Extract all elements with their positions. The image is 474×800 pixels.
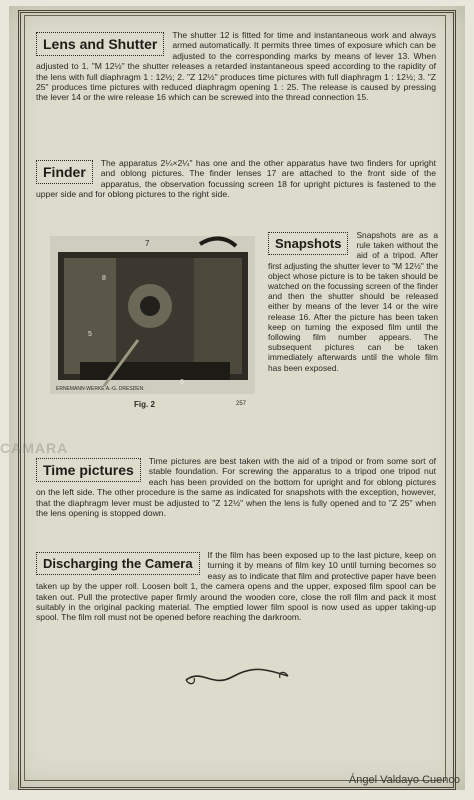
- section-figure-snapshots: [36, 230, 436, 448]
- time-pictures-heading: Time pictures: [36, 458, 141, 482]
- svg-text:7: 7: [145, 239, 150, 248]
- flourish-ornament: [182, 666, 292, 688]
- section-lens-shutter: [36, 30, 436, 154]
- finder-text: The apparatus 2¼×2¼" has one and the other apparatus have two finders for upright and oblong pictures. The finder lenses 17 are attached to the front side of the apparatus, the observation focussing screen 18 for upright pictures is fastened to the upper side and for oblong pictures to the right side.: [36, 158, 436, 200]
- snapshots-heading: Snapshots: [268, 232, 348, 255]
- discharging-text: If the film has been exposed up to the last picture, keep on turning it by means of film key 10 until turning becomes so easy as to indicate that film and protective paper have been taken up by the upper roll. Loosen bolt 1, the camera opens and the upper, exposed film spool can be taken out. Pull the protective paper firmly around the wooden core, close the roll film and pack it most suitably in the original packing material. The emptied lower film spool is now used as upper taking-up spool. The film roll must not be opened before reaching the darkroom.: [36, 550, 436, 623]
- photo-credit: Ángel Valdayo Cuenco: [348, 774, 460, 786]
- section-discharging: [36, 550, 436, 650]
- manual-content: [36, 30, 436, 650]
- figure-maker-text: ERNEMANN-WERKE A.-G. DRESDEN.: [56, 386, 145, 392]
- figure-plate-number: 257: [236, 401, 247, 407]
- time-pictures-text: Time pictures are best taken with the aid of a tripod or from some sort of stable foundation. For screwing the apparatus to a tripod one tripod nut each has been provided on the bottom for upright and for oblong pictures on the left side. The other procedure is the same as indicated for snapshots with the exception, however, that the diaphragm lever must be adjusted to "Z 12½" when the lens is fully opened and to "Z 25" when the lens opening is stopped down.: [36, 456, 436, 519]
- discharging-heading: Discharging the Camera: [36, 552, 200, 575]
- section-time-pictures: [36, 456, 436, 542]
- section-finder: [36, 158, 436, 228]
- svg-text:8: 8: [102, 275, 106, 282]
- svg-text:5: 5: [88, 331, 92, 338]
- lens-shutter-text: The shutter 12 is fitted for time and instantaneous work and always armed automatically. It permits three times of exposure which can be adjusted to the corresponding marks by means of lever 13. When adjusted to 1. "M 12½" the shutter releases a retarded instantaneous speed according to the rapidity of the lens with full diaphragm 1 : 12½; 2. "Z 12½" produces time pictures with full diaphragm 1 : 12½; 3. "Z 25" produces time pictures with reduced diaphragm opening 1 : 25. The release is caused by pressing the lever 14 or the wire release 16 which can be screwed into the thread connection 15.: [36, 30, 436, 103]
- finder-heading: Finder: [36, 160, 93, 184]
- figure-caption: Fig. 2: [134, 400, 155, 409]
- lens-shutter-heading: Lens and Shutter: [36, 32, 164, 56]
- snapshots-column: [268, 230, 438, 373]
- snapshots-text: Snapshots are as a rule taken without the aid of a tripod. After first adjusting the shutter lever to "M 12½" the object whose picture is to be taken should be watched on the focussing screen of the finder and then the shutter should be released either by means of the lever 14 or the wire release 16. After the picture has been taken keep on turning the exposed film until the following film number appears. The subsequent pictures can be taken immediately afterwards until the whole film has been exposed.: [268, 230, 438, 373]
- svg-text:6: 6: [180, 379, 184, 386]
- watermark-text: CAMARA: [0, 440, 69, 456]
- camera-photo: [50, 236, 255, 394]
